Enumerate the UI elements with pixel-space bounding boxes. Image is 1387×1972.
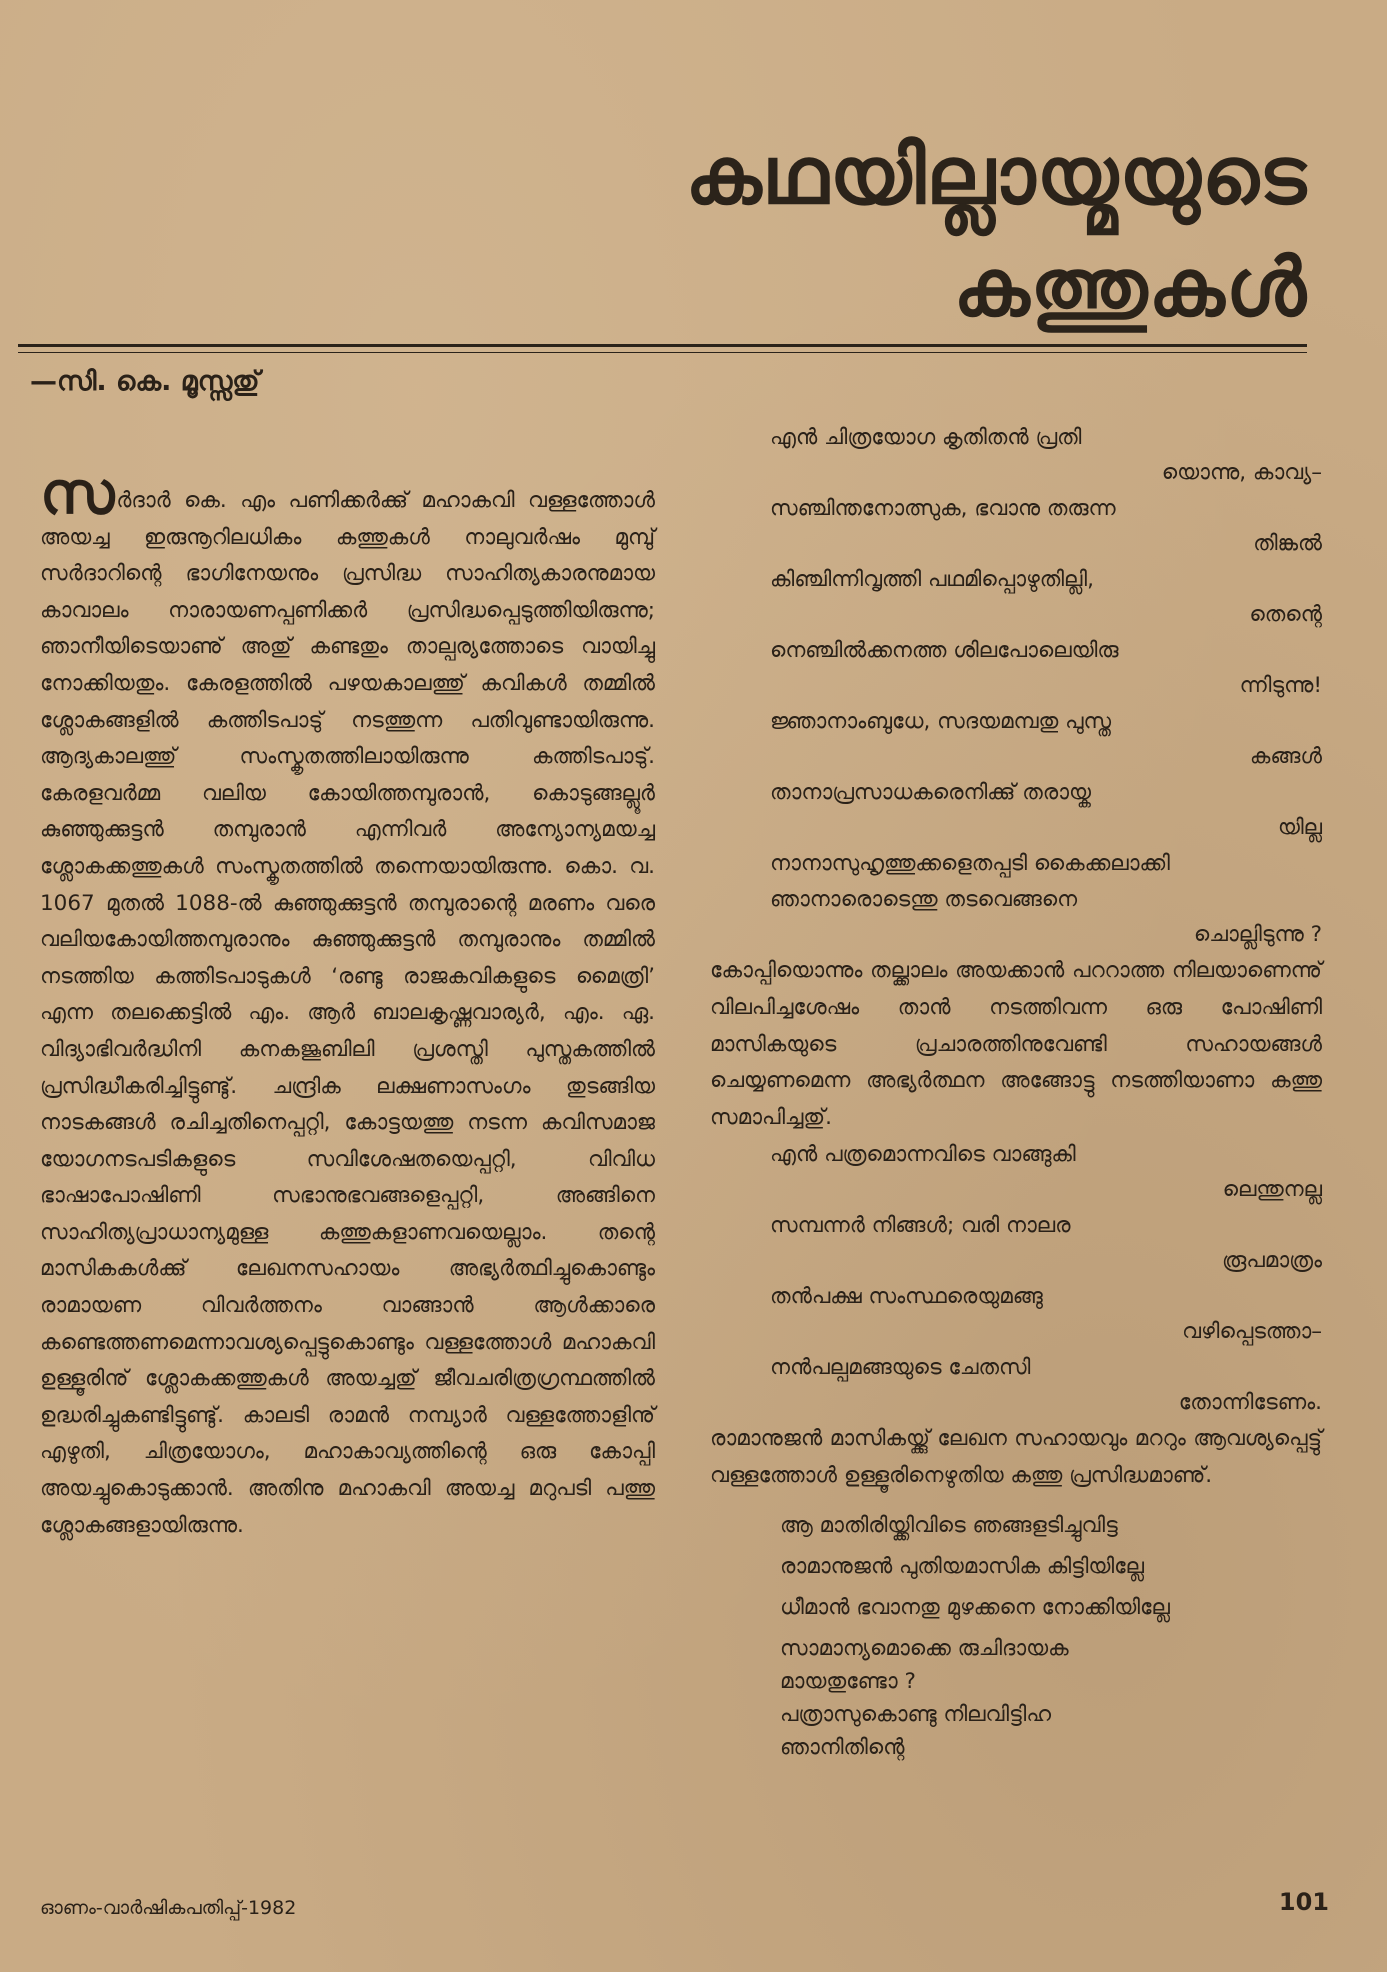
- verse-line: തൻപക്ഷ സംസ്ഥരെയുമങ്ങു: [770, 1283, 1043, 1309]
- title-line-1: കഥയില്ലായ്മയുടെ: [685, 129, 1307, 222]
- verse-block-3: [780, 1505, 1322, 1760]
- verse-line-continuation: തോന്നിടേണം.: [1178, 1389, 1322, 1415]
- right-column: [710, 420, 1322, 1760]
- verse-line-continuation: മായതുണ്ടോ ?: [780, 1668, 916, 1694]
- verse-line: പത്രാസുകൊണ്ടു നിലവിട്ടിഹ: [780, 1701, 1052, 1727]
- paragraph-text: ർദാർ കെ. എം പണിക്കർക്കു് മഹാകവി വള്ളത്തോൾ അയച്ച ഇരുനൂറിലധികം കത്തുകൾ നാലുവർഷം മുമ്പു് സർദാറിന്റെ ഭാഗിനേയനും പ്രസിദ്ധ സാഹിത്യകാരനുമായ കാവാലം നാരായണപ്പണിക്കർ പ്രസിദ്ധപ്പെടുത്തിയിരുന്നു; ഞാനീയിടെയാണു് അതു് കണ്ടതും താല്പര്യത്തോടെ വായിച്ചു നോക്കിയതും. കേരളത്തിൽ പഴയകാലത്തു് കവികൾ തമ്മിൽ ശ്ലോകങ്ങളിൽ കത്തിടപാടു് നടത്തുന്ന പതിവുണ്ടായിരുന്നു. ആദ്യകാലത്തു് സംസ്കൃതത്തിലായിരുന്നു കത്തിടപാടു്. കേരളവർമ്മ വലിയ കോയിത്തമ്പുരാൻ, കൊടുങ്ങല്ലൂർ കുഞ്ഞുക്കുട്ടൻ തമ്പുരാൻ എന്നിവർ അന്യോന്യമയച്ച ശ്ലോകക്കത്തുകൾ സംസ്കൃതത്തിൽ തന്നെയായിരുന്നു. കൊ. വ. 1067 മുതൽ 1088-ൽ കുഞ്ഞുക്കുട്ടൻ തമ്പുരാന്റെ മരണം വരെ വലിയകോയിത്തമ്പുരാനും കുഞ്ഞുക്കുട്ടൻ തമ്പുരാനും തമ്മിൽ നടത്തിയ കത്തിടപാടുകൾ ‘രണ്ടു രാജകവികളുടെ മൈത്രി’ എന്ന തലക്കെട്ടിൽ എം. ആർ ബാലകൃഷ്ണവാര്യർ, എം. ഏ. വിദ്യാഭിവർദ്ധിനി കനകജൂബിലി പ്രശസ്തി പുസ്തകത്തിൽ പ്രസിദ്ധീകരിച്ചിട്ടുണ്ടു്. ചന്ദ്രിക ലക്ഷണാസംഗം തുടങ്ങിയ നാടകങ്ങൾ രചിച്ചതിനെപ്പറ്റി, കോട്ടയത്തു നടന്ന കവിസമാജ യോഗനടപടികളുടെ സവിശേഷതയെപ്പറ്റി, വിവിധ ഭാഷാപോഷിണി സഭാനുഭവങ്ങളെപ്പറ്റി, അങ്ങിനെ സാഹിത്യപ്രാധാന്യമുള്ള കത്തുകളാണവയെല്ലാം. തന്റെ മാസികകൾക്കു് ലേഖനസഹായം അഭ്യർത്ഥിച്ചുകൊണ്ടും രാമായണ വിവർത്തനം വാങ്ങാൻ ആൾക്കാരെ കണ്ടെത്തണമെന്നാവശ്യപ്പെട്ടുകൊണ്ടും വള്ളത്തോൾ മഹാകവി ഉള്ളൂരിനു് ശ്ലോകക്കത്തുകൾ അയച്ചതു് ജീവചരിത്രഗ്രന്ഥത്തിൽ ഉദ്ധരിച്ചുകണ്ടിട്ടുണ്ടു്. കാലടി രാമൻ നമ്പ്യാർ വള്ളത്തോളിനു് എഴുതി, ചിത്രയോഗം, മഹാകാവ്യത്തിന്റെ ഒരു കോപ്പി അയച്ചുകൊടുക്കാൻ. അതിനു മഹാകവി അയച്ച മറുപടി പത്തു ശ്ലോകങ്ങളായിരുന്നു.: [40, 488, 655, 1538]
- verse-line: താനാപ്രസാധകരെനിക്കു് തരായ്ക: [770, 780, 1091, 805]
- verse-line: ഞാനാരൊടെന്തു തടവെങ്ങനെ: [770, 887, 1078, 912]
- left-column: [40, 459, 655, 1544]
- verse-line-continuation: യൊന്നു, കാവ്യ–: [1161, 460, 1322, 485]
- verse-block-2: [770, 1137, 1322, 1419]
- verse-line-continuation: ചൊല്ലിടുന്നു ?: [1193, 922, 1322, 947]
- verse-line: എൻ ചിത്രയോഗ കൃതിതൻ പ്രതി: [770, 425, 1082, 450]
- verse-line: നെഞ്ചിൽക്കനത്ത ശിലപോലെയിരു: [770, 638, 1119, 663]
- verse-line-continuation: തെന്റെ: [1249, 602, 1322, 627]
- verse-line: ധീമാൻ ഭവാനതു മുഴക്കനെ നോക്കിയില്ലേ: [780, 1594, 1170, 1620]
- verse-line-continuation: തിങ്കൽ: [1253, 531, 1322, 556]
- article-title: [685, 120, 1307, 344]
- verse-line: കിഞ്ചിന്നിവൃത്തി പഥമിപ്പൊഴുതില്ലി,: [770, 567, 1094, 592]
- page-number: 101: [1278, 1888, 1329, 1916]
- verse-line-continuation: കങ്ങൾ: [1249, 744, 1322, 769]
- verse-line-continuation: വഴിപ്പെടത്താ–: [1182, 1318, 1322, 1344]
- verse-line: നൻപല്പമങ്ങയുടെ ചേതസി: [770, 1354, 1031, 1380]
- issue-label: ഓണം-വാർഷികപതിപ്പ്-1982: [40, 1897, 297, 1919]
- title-rule: [18, 344, 1307, 347]
- verse-line-continuation: യില്ല: [1277, 815, 1322, 840]
- prose-paragraph-2: രാമാനുജൻ മാസികയ്ക്കു് ലേഖന സഹായവും മററും ആവശ്യപ്പെട്ടു് വള്ളത്തോൾ ഉള്ളൂരിനെഴുതിയ കത്തു പ്രസിദ്ധമാണു്.: [710, 1425, 1322, 1488]
- verse-line: രാമാനുജൻ പുതിയമാസിക കിട്ടിയില്ലേ: [780, 1553, 1145, 1579]
- author-byline: —സി. കെ. മൂസ്സതു്: [30, 366, 260, 397]
- verse-line: ആ മാതിരിയ്ക്കിവിടെ ഞങ്ങളടിച്ചുവിട്ട: [780, 1512, 1118, 1538]
- verse-line-continuation: ലെന്തുനല്ല: [1222, 1176, 1322, 1202]
- verse-line-continuation: രൂപമാത്രം: [1222, 1247, 1322, 1273]
- verse-line: ജ്ഞാനാംബുധേ, സദയമമ്പതു പുസ്ത: [770, 709, 1112, 734]
- drop-cap: സ: [40, 459, 115, 527]
- opening-paragraph: [40, 459, 655, 1544]
- title-line-2: കത്തുകൾ: [953, 241, 1307, 334]
- prose-paragraph-1: കോപ്പിയൊന്നും തല്ക്കാലം അയക്കാൻ പററാത്ത നിലയാണെന്നു് വിലപിച്ചശേഷം താൻ നടത്തിവന്ന ഒരു പോഷിണി മാസികയുടെ പ്രചാരത്തിനുവേണ്ടി സഹായങ്ങൾ ചെയ്യണമെന്ന അഭ്യർത്ഥന അങ്ങോട്ടു നടത്തിയാണാ കത്തു സമാപിച്ചതു്.: [710, 958, 1322, 1131]
- verse-line: സമ്പന്നർ നിങ്ങൾ; വരി നാലര: [770, 1212, 1071, 1238]
- verse-line: എൻ പത്രമൊന്നവിടെ വാങ്ങുകി: [770, 1141, 1076, 1167]
- verse-line: നാനാസുഹൃത്തുക്കളെതപ്പടി കൈക്കലാക്കി: [770, 851, 1170, 876]
- verse-block-1: [770, 420, 1322, 951]
- verse-line: സാമാന്യമൊക്കെ രുചിദായക: [780, 1635, 1069, 1661]
- verse-line-continuation: ഞാനിതിന്റെ: [780, 1734, 905, 1760]
- title-rule-thin: [18, 352, 1307, 353]
- verse-line-continuation: ന്നിടുന്നു!: [1239, 673, 1322, 698]
- verse-line: സഞ്ചിന്തനോത്സുക, ഭവാനു തരുന്ന: [770, 496, 1116, 521]
